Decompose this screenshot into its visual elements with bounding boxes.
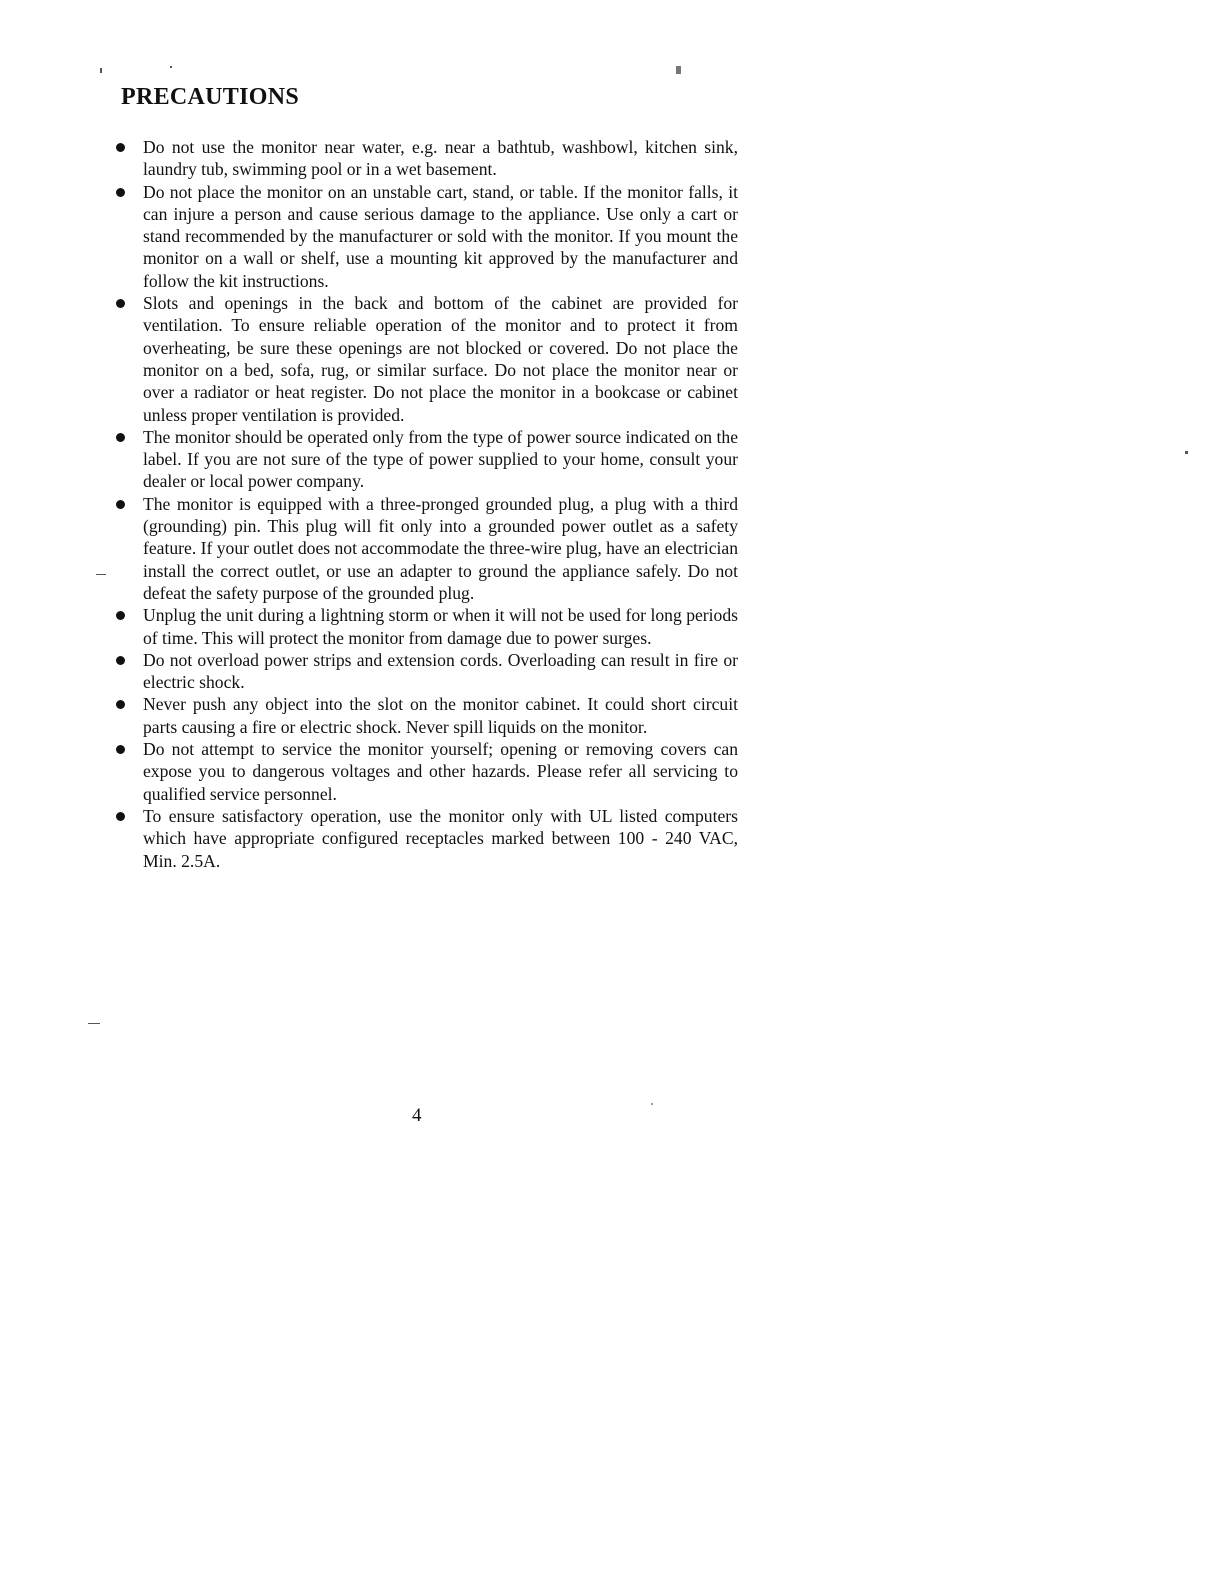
list-item xyxy=(114,136,738,181)
page-title: PRECAUTIONS xyxy=(121,84,299,110)
list-item-text: Do not use the monitor near water, e.g. near a bathtub, washbowl, kitchen sink, laundry tub, swimming pool or in a wet basement. xyxy=(143,137,738,180)
list-item-text: Unplug the unit during a lightning storm or when it will not be used for long periods of time. This will protect the monitor from damage due to power surges. xyxy=(143,605,738,648)
scan-speck xyxy=(1185,451,1188,454)
list-item xyxy=(114,604,738,649)
list-item xyxy=(114,292,738,426)
bullet-icon xyxy=(116,656,125,665)
list-item-text: The monitor should be operated only from the type of power source indicated on the label. If you are not sure of the type of power supplied to your home, consult your dealer or local power company. xyxy=(143,426,738,492)
list-item xyxy=(114,693,738,738)
bullet-icon xyxy=(116,812,125,821)
bullet-icon xyxy=(116,611,125,620)
list-item xyxy=(114,805,738,872)
list-item-text: Do not place the monitor on an unstable cart, stand, or table. If the monitor falls, it can injure a person and cause serious damage to the appliance. Use only a cart or stand recommended by the manufacturer or sold with the monitor. If you mount the monitor on a wall or shelf, use a mounting kit approved by the manufacturer and follow the kit instructions. xyxy=(143,181,738,291)
list-item-text: To ensure satisfactory operation, use the monitor only with UL listed computers which have appropriate configured receptacles marked between 100 - 240 VAC, Min. 2.5A. xyxy=(143,805,738,871)
bullet-icon xyxy=(116,700,125,709)
scan-speck xyxy=(170,66,172,68)
scan-speck xyxy=(651,1103,653,1105)
list-item-text: Slots and openings in the back and bottom of the cabinet are provided for ventilation. To ensure reliable operation of the monitor and to protect it from overheating, be sure these openings are not blocked or covered. Do not place the monitor on a bed, sofa, rug, or similar surface. Do not place the monitor near or over a radiator or heat register. Do not place the monitor in a bookcase or cabinet unless proper ventilation is provided. xyxy=(143,293,738,425)
scan-speck xyxy=(88,1023,100,1024)
bullet-icon xyxy=(116,188,125,197)
list-item xyxy=(114,738,738,805)
bullet-icon xyxy=(116,143,125,152)
precautions-list xyxy=(114,136,738,872)
bullet-icon xyxy=(116,433,125,442)
bullet-icon xyxy=(116,500,125,509)
list-item xyxy=(114,181,738,292)
list-item xyxy=(114,493,738,604)
list-item-text: Do not overload power strips and extension cords. Overloading can result in fire or electric shock. xyxy=(143,649,738,693)
scan-speck xyxy=(676,66,681,74)
list-item-text: The monitor is equipped with a three-pronged grounded plug, a plug with a third (grounding) pin. This plug will fit only into a grounded power outlet as a safety feature. If your outlet does not accommodate the three-wire plug, have an electrician install the correct outlet, or use an adapter to ground the appliance safely. Do not defeat the safety purpose of the grounded plug. xyxy=(143,493,738,603)
list-item-text: Never push any object into the slot on the monitor cabinet. It could short circuit parts causing a fire or electric shock. Never spill liquids on the monitor. xyxy=(143,694,738,737)
list-item xyxy=(114,426,738,493)
list-item xyxy=(114,649,738,694)
scan-speck xyxy=(96,574,106,575)
bullet-icon xyxy=(116,299,125,308)
scan-speck xyxy=(100,68,102,73)
bullet-icon xyxy=(116,745,125,754)
page-number: 4 xyxy=(412,1105,422,1126)
list-item-text: Do not attempt to service the monitor yourself; opening or removing covers can expose you to dangerous voltages and other hazards. Please refer all servicing to qualified service personnel. xyxy=(143,739,738,804)
